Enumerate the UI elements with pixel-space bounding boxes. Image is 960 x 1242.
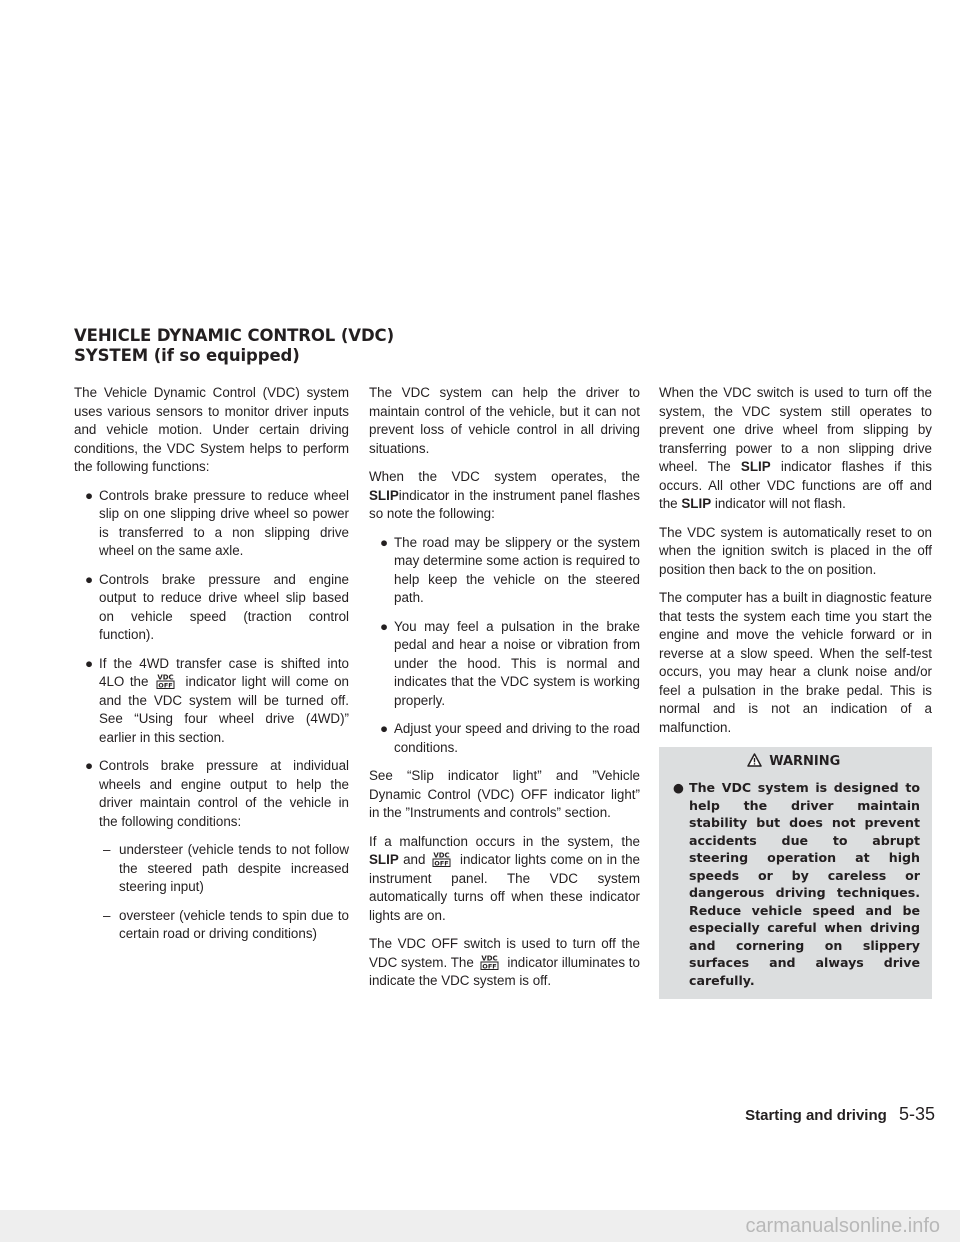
slip-label: SLIP — [681, 496, 712, 511]
functions-list — [74, 487, 349, 944]
section-title-line-1: VEHICLE DYNAMIC CONTROL (VDC) — [74, 326, 395, 345]
vdc-icon-text-bottom: OFF — [481, 961, 497, 970]
bullet-icon: ● — [85, 758, 94, 773]
vdc-off-indicator-icon — [480, 954, 499, 970]
paragraph: The computer has a built in diagnostic feature that tests the system each time you start the engine and move the vehicle forward or in reverse at a slow speed. When the self-test occurs, you may hear a clunk noise and/or feel a pulsation in the brake pedal. This is normal and is not an indication of a malfunction. — [659, 590, 932, 735]
intro-paragraph: The Vehicle Dynamic Control (VDC) system uses various sensors to monitor driver inputs and vehicle motion. Under certain driving conditions, the VDC System helps to perform the following functions: — [74, 385, 349, 474]
slip-label: SLIP — [369, 487, 399, 503]
slip-label: SLIP — [740, 459, 771, 474]
dash-icon: – — [103, 907, 111, 923]
column-2 — [369, 384, 640, 1001]
warning-box — [659, 747, 932, 999]
vdc-icon-text-top: VDC — [433, 851, 450, 860]
dash-icon: – — [103, 842, 111, 857]
slip-label: SLIP — [369, 852, 399, 867]
vdc-icon-text-top: VDC — [480, 954, 498, 962]
bullet-icon: ● — [380, 618, 389, 634]
list-item: ● You may feel a pulsation in the brake pedal and hear a noise or vibration from under the hood. This is normal and indicates that the VDC system is working properly. — [380, 618, 640, 708]
column-1 — [74, 384, 349, 954]
list-item: ● The road may be slippery or the system may determine some action is required to help keep the vehicle on the steered path. — [380, 534, 640, 605]
paragraph: See “Slip indicator light” and ”Vehicle Dynamic Control (VDC) OFF indicator light” in the ”Instruments and controls” section. — [369, 768, 640, 820]
bullet-icon: ● — [380, 721, 389, 736]
paragraph: When the VDC switch is used to turn off the system, the VDC system still operates to prevent one drive wheel from slipping by transferring power to a non slipping drive wheel. The SLIP indicator flashes if this occurs. All other VDC functions are off and the SLIP indicator will not flash. — [659, 385, 932, 511]
paragraph: The VDC system can help the driver to maintain control of the vehicle, but it can not prevent loss of vehicle control in all driving situations. — [369, 385, 640, 456]
watermark: carmanualsonline.info — [0, 1210, 960, 1242]
bullet-icon: ● — [673, 780, 684, 795]
bullet-icon: ● — [85, 487, 94, 503]
paragraph: The VDC system is automatically reset to on when the ignition switch is placed in the off position then back to the on position. — [659, 524, 932, 577]
vdc-icon-text-bottom: OFF — [158, 681, 173, 689]
list-item: ● Controls brake pressure at individual wheels and engine output to help the driver maintain control of the vehicle in the following conditions: – understeer (vehicle tends to not follow the steered path despite increased steering input) – oversteer (vehicle tends to spin due to certain road or driving conditions) — [74, 757, 349, 944]
bullet-icon: ● — [380, 534, 389, 550]
bullet-icon: ● — [85, 655, 94, 671]
list-item: ● If the 4WD transfer case is shifted into 4LO the VDC OFF indicator light will come on and the VDC system will be turned off. See “Using four wheel drive (4WD)” earlier in this section. — [85, 655, 349, 745]
warning-triangle-icon — [747, 753, 762, 767]
vdc-off-indicator-icon — [156, 673, 175, 689]
section-title-line-2: SYSTEM (if so equipped) — [74, 346, 300, 365]
vdc-icon-text-top: VDC — [157, 673, 174, 682]
warning-header — [667, 753, 920, 771]
paragraph: The VDC OFF switch is used to turn off the VDC system. The VDC OFF indicator illuminates to indicate the VDC system is off. — [369, 936, 640, 988]
page-number: 5-35 — [898, 1104, 935, 1124]
list-item: ● Adjust your speed and driving to the road conditions. — [380, 721, 640, 755]
bullet-icon: ● — [85, 571, 94, 587]
footer-section-name: Starting and driving — [745, 1107, 887, 1124]
notes-list — [369, 534, 640, 758]
conditions-list — [99, 841, 349, 944]
paragraph: When the VDC system operates, the SLIPindicator in the instrument panel flashes so note the following: — [369, 469, 640, 521]
section-title — [74, 326, 574, 366]
vdc-icon-text-bottom: OFF — [434, 859, 449, 867]
vdc-off-indicator-icon — [432, 851, 451, 867]
paragraph: If a malfunction occurs in the system, the SLIP and VDC OFF indicator lights come on in the instrument panel. The VDC system automatically turns off when these indicator lights are on. — [369, 833, 640, 923]
warning-title: WARNING — [769, 754, 841, 769]
column-3 — [659, 384, 932, 999]
list-item: – oversteer (vehicle tends to spin due to certain road or driving conditions) — [103, 907, 349, 941]
list-item: – understeer (vehicle tends to not follow the steered path despite increased steering input) — [103, 842, 349, 894]
page-footer — [745, 1104, 935, 1125]
warning-item: ● The VDC system is designed to help the driver maintain stability but does not prevent accidents due to abrupt steering operation at high speeds or by careless or dangerous driving techniques. Reduce vehicle speed and be especially careful when driving and cornering on slippery surfaces and always drive carefully. — [673, 780, 920, 988]
list-item: ● Controls brake pressure to reduce wheel slip on one slipping drive wheel so power is transferred to a non slipping drive wheel on the same axle. — [85, 487, 349, 558]
list-item: ● Controls brake pressure and engine output to reduce drive wheel slip based on vehicle speed (traction control function). — [85, 571, 349, 642]
